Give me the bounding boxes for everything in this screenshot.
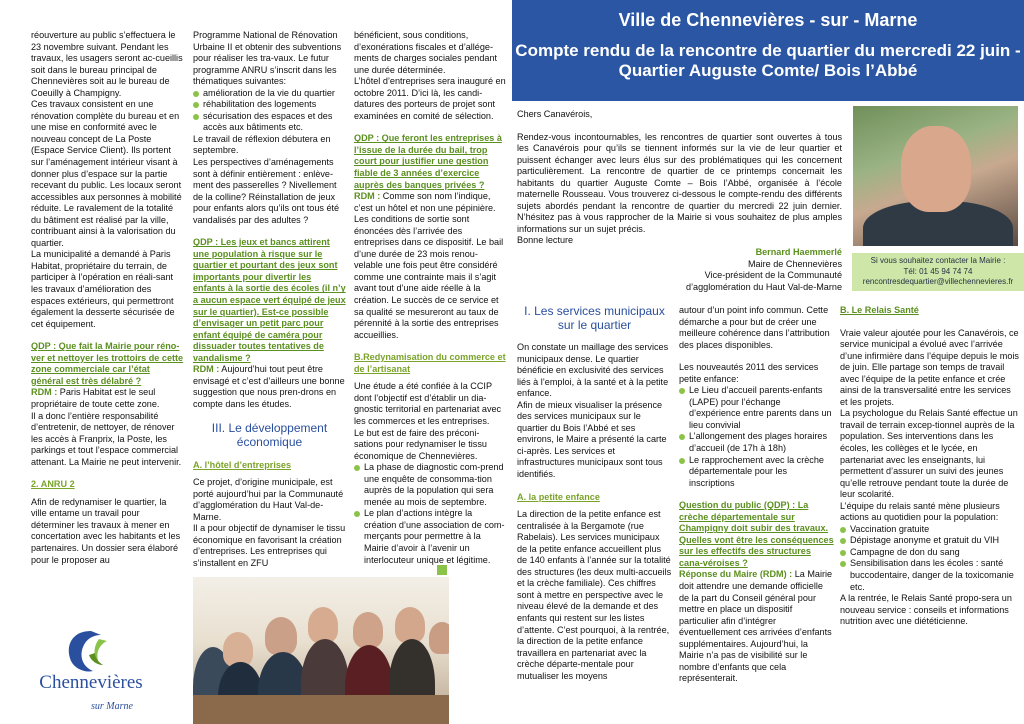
header-report-title: Compte rendu de la rencontre de quartier du mercredi 22 juin - Quartier Auguste Comte/ Bois l’Abbé <box>515 41 1021 80</box>
column-3 <box>354 30 506 575</box>
column-1 <box>31 30 184 590</box>
col1-answer-label: RDM : <box>31 387 58 398</box>
contact-phone: Tél: 01 45 94 74 74 <box>903 266 973 276</box>
col3-para-1: bénéficient, sous conditions, d’exonérations fiscales et d’allége-ments de charges sociales pendant une durée déterminée. <box>354 30 498 75</box>
logo-name: Chennevières <box>39 672 143 693</box>
col2-para-1: Programme National de Rénovation Urbaine II et obtenir des subventions pour réaliser les tra-vaux. Le futur programme ANRU s’inscrit dans les thématiques suivantes: <box>193 30 342 87</box>
col6-bullet-4: Sensibilisation dans les écoles : santé buccodentaire, danger de la toxicomanie etc. <box>840 558 1020 593</box>
col2-bullet-1: amélioration de la vie du quartier <box>193 88 346 100</box>
col3-para-3: Une étude a été confiée à la CCIP dont l’objectif est d’établir un dia-gnostic territorial en partenariat avec les commerces et les entreprises. <box>354 381 502 426</box>
col4-section-childhood: A. la petite enfance <box>517 491 600 502</box>
signature <box>517 247 842 293</box>
col6-bullet-2: Dépistage anonyme et gratuit du VIH <box>840 535 1020 547</box>
col6-bullet-3: Campagne de don du sang <box>840 547 1020 559</box>
col5-para-1: autour d’un point info commun. Cette démarche a pour but de créer une meilleure cohérence dans l’attribution des places disponibles. <box>679 305 830 350</box>
col4-para-2: Afin de mieux visualiser la présence des services municipaux sur le quartier du Bois l’Abbé et ses environs, le Maire a présenté la carte ci-après. Les services et infrastructures municipaux sont tous identifiés. <box>517 399 667 480</box>
mayor-portrait <box>853 106 1018 246</box>
col6-para-3: L’équipe du relais santé mène plusieurs actions au quotidien pour la population: <box>840 500 1000 523</box>
col2-para-4: Ce projet, d’origine municipale, est porté aujourd’hui par la Communauté d’agglomération du Haut Val-de-Marne. <box>193 477 344 522</box>
col6-bullet-1: Vaccination gratuite <box>840 524 1020 536</box>
col1-question: QDP : Que fait la Mairie pour réno-ver et nettoyer les trottoirs de cette zone commerciale car l’état général est très délabré ? <box>31 341 184 386</box>
col3-bullet-1: La phase de diagnostic com-prend une enquête de consomma-tion auprès de la population qui sera menée au mois de septembre. <box>354 462 506 508</box>
col5-para-2: Les nouveautés 2011 des services petite enfance: <box>679 362 819 384</box>
col5-question: Question du public (QDP) : La crèche départementale sur Champigny doit subir des travaux. Quelles vont être les conséquences sur les effectifs des structures cana-véroises ? <box>679 500 834 568</box>
col5-bullet-3: Le rapprochement avec la crèche départementale pour les inscriptions <box>679 455 834 490</box>
logo-subtitle: sur Marne <box>91 701 133 712</box>
signature-role-1: Maire de Chennevières <box>747 258 842 269</box>
col5-answer-label: Réponse du Maire (RDM) : <box>679 569 793 580</box>
signature-role-2: Vice-président de la Communauté <box>704 270 842 281</box>
city-logo <box>31 625 151 720</box>
column-6 <box>840 305 1020 724</box>
col6-para-4: A la rentrée, le Relais Santé propo-sera un nouveau service : conseils et informations nutrition avec une diététicienne. <box>840 593 1012 627</box>
col2-question: QDP : Les jeux et bancs attirent une population à risque sur le quartier et pourtant des jeux sont importants pour divertir les enfants à la sortie des écoles (il n’y a aucun espace vert équipé de jeux sur le quartier). Est-ce possible d’envisager un petit parc pour enfant équipé de caméra pour dissuader toutes tentatives de vandalisme ? <box>193 237 346 363</box>
col2-section-hotel: A. l’hôtel d’entreprises <box>193 459 292 470</box>
column-4 <box>517 300 672 724</box>
col6-para-1: Vraie valeur ajoutée pour les Canavérois, ce service municipal a évolué avec l’arrivée d’une infirmière dans l’équipe depuis le mois de juin. Elle partage son temps de travail avec l’équipe de la petite enfance et crée ainsi de la transversalité entre les services et les projets. <box>840 327 1019 407</box>
col1-answer: Paris Habitat est le seul propriétaire de toute cette zone. <box>31 387 160 409</box>
col5-bullet-2: L’allongement des plages horaires d’accueil (de 17h à 18h) <box>679 431 834 454</box>
signature-name: Bernard Haemmerlé <box>755 247 842 258</box>
contact-email: rencontresdequartier@villechennevieres.fr <box>862 277 1014 286</box>
col2-answer-label: RDM : <box>193 364 220 375</box>
header-city-title: Ville de Chennevières - sur - Marne <box>618 10 918 30</box>
intro-closing: Bonne lecture <box>517 235 574 246</box>
col1-para-2: Ces travaux consistent en une rénovation complète du bureau et en une mise en conformité avec le nouveau concept de La Poste (Espace Service Client). Ils portent sur l’aménagement intérieur visant à donner plus d’espace sur la partie recevant du public. Les locaux seront accessibles aux personnes à mobilité réduite. Le ravalement de la totalité du bâtiment est réalisé par la ville, contribuant ainsi à la valorisation du quartier. <box>31 99 182 248</box>
contact-box <box>852 253 1024 291</box>
column-5 <box>679 305 834 724</box>
section-economic-heading: III. Le développement économique <box>211 420 328 449</box>
header-banner <box>512 0 1024 101</box>
col1-para-3: La municipalité a demandé à Paris Habitat, propriétaire du terrain, de participer à l’opération en réali-sant les travaux d’amélioration des espaces extérieurs, qui permettront également la desserte sécurisée de cet équipement. <box>31 249 175 329</box>
col1-para-4: Il a donc l’entière responsabilité d’entretenir, de nettoyer, de rénover les accès à Franprix, la Poste, les parkings et tout l’espace commercial attenant. La Mairie ne peut intervenir. <box>31 410 182 467</box>
col2-answer: Aujourd’hui tout peut être envisagé et c’est d’ailleurs une bonne suggestion que nous pren-drons en compte dans les études. <box>193 364 345 409</box>
col3-answer-label: RDM : <box>354 191 381 202</box>
col3-para-4: Le but est de faire des préconi-sations pour redynamiser le tissu économique de Chennevières. <box>354 427 487 461</box>
contact-line-1: Si vous souhaitez contacter la Mairie : <box>870 256 1006 265</box>
col3-section-commerce: B.Redynamisation du commerce et de l’artisanat <box>354 352 506 374</box>
col2-bullet-3: sécurisation des espaces et des accès aux bâtiments etc. <box>193 111 346 134</box>
col2-bullet-2: réhabilitation des logements <box>193 99 346 111</box>
meeting-photo <box>193 577 449 724</box>
col5-bullet-1: Le Lieu d’accueil parents-enfants (LAPE) pour l’échange d’expérience entre parents dans un lieu convivial <box>679 385 834 431</box>
col1-section-anru: 2. ANRU 2 <box>31 479 75 490</box>
col2-para-5: Il a pour objectif de dynamiser le tissu économique en favorisant la création d’entreprises. Les entreprises qui s’installent en ZFU <box>193 523 346 568</box>
intro-body: Rendez-vous incontournables, les rencontres de quartier sont ouvertes à tous les Canavérois pour qu’ils se tiennent informés sur la vie de leur quartier et puissent échanger avec leurs élus sur des problématiques qui les concernent particulièrement. La rencontre de quartier de ce printemps concernait les habitants du quartier Auguste Comte – Bois l’Abbé, organisée à l’école maternelle Rousseau. Vous trouverez ci-dessous le compte-rendu des différents sujets abordés pendant la rencontre de quartier du mercredi 22 juin dernier. N’hésitez pas à vous rapprocher de la Mairie si vous souhaitez de plus amples informations sur un sujet précis. <box>517 131 842 234</box>
col6-section-health: B. Le Relais Santé <box>840 305 919 315</box>
col1-para-1: réouverture au public s’effectuera le 23 novembre suivant. Pendant les travaux, les usagers seront ac-cueillis soit dans le bureau principal de Chennevières soit au le bureau de Coeuilly à Champigny. <box>31 30 183 98</box>
col1-para-5: Afin de redynamiser le quartier, la ville entame un travail pour déterminer les travaux à mener en concertation avec les habitants et les partenaires. Un dossier sera élaboré pour le proposer au <box>31 496 181 565</box>
signature-role-3: d’agglomération du Haut Val-de-Marne <box>685 281 842 292</box>
col6-para-2: La psychologue du Relais Santé effectue un travail de terrain excep-tionnel auprès de la population. Ses interventions dans les écoles, les collèges et le lycée, en partenariat avec les enseignants, lui permettent d’assurer un suivi des jeunes qu’elle retrouve pendant toute la durée de leur scolarité. <box>840 408 1018 500</box>
column-2 <box>193 30 346 575</box>
col5-answer: La Mairie doit attendre une demande officielle de la part du Conseil général pour mettre en place un dispositif particulier afin d’intégrer éventuellement ces arrivées d’enfants supplémentaires. Aujourd’hui, la Mairie n’a pas de visibilité sur le nombre d’enfants que cela représenterait. <box>679 569 833 684</box>
col3-para-2: L’hôtel d’entreprises sera inauguré en octobre 2011. D’ici là, les candi-datures des porteurs de projet sont examinées en comité de sélection. <box>354 76 506 121</box>
col2-para-2: Le travail de réflexion débutera en septembre. <box>193 133 331 156</box>
green-marker-icon <box>437 565 447 575</box>
col3-answer: Comme son nom l’indique, c’est un hôtel et non une pépinière. Les conditions de sortie sont énoncées dès l’arrivée des entreprises dans ce dispositif. Le bail d’une durée de 23 mois renou-velable une fois peut être considéré comme une contrainte mais il s’agit avant tout d’une aide réelle à la création. Le succès de ce service et sa qualité se mesureront au taux de pérennité à la sortie des entreprises accueillies. <box>354 191 504 340</box>
intro-letter <box>517 109 842 299</box>
col4-para-1: On constate un maillage des services municipaux dense. Le quartier bénéficie en exclusivité des services liés à l’emploi, à la santé et à la petite enfance. <box>517 342 669 399</box>
col3-question: QDP : Que feront les entreprises à l’issue de la durée du bail, trop court pour justifier une gestion fiable de 3 années d’exercice auprès des banques privées ? <box>354 133 502 190</box>
col3-bullet-2: Le plan d’actions intègre la création d’une association de com-merçants pour permettre à la Mairie d’avoir à l’avenir un interlocuteur unique et légitime. <box>354 508 506 566</box>
col2-para-3: Les perspectives d’aménagements sont à définir entièrement : enlève-ment des passerelles ? Nivellement de la colline? Réinstallation de jeux pour enfants alors qu’ils ont tous été vandalisés par des adultes ? <box>193 157 340 225</box>
col4-para-3: La direction de la petite enfance est centralisée à la Bergamote (rue Rabelais). Les services municipaux de la petite enfance accueillent plus de 140 enfants à l’année sur la totalité des structures (les deux multi-accueils et la crèche familiale). Ces chiffres sont à mettre en perspective avec le niveau élevé de la demande et des enfants qui restent sur les listes d’attente. C’est pourquoi, à la rentrée, la direction de la petite enfance travaillera en partenariat avec la crèche départe-mentale pour mutualiser les moyens <box>517 509 672 681</box>
section-services-heading: I. Les services municipaux sur le quartier <box>524 304 665 332</box>
intro-greeting: Chers Canavérois, <box>517 109 593 119</box>
